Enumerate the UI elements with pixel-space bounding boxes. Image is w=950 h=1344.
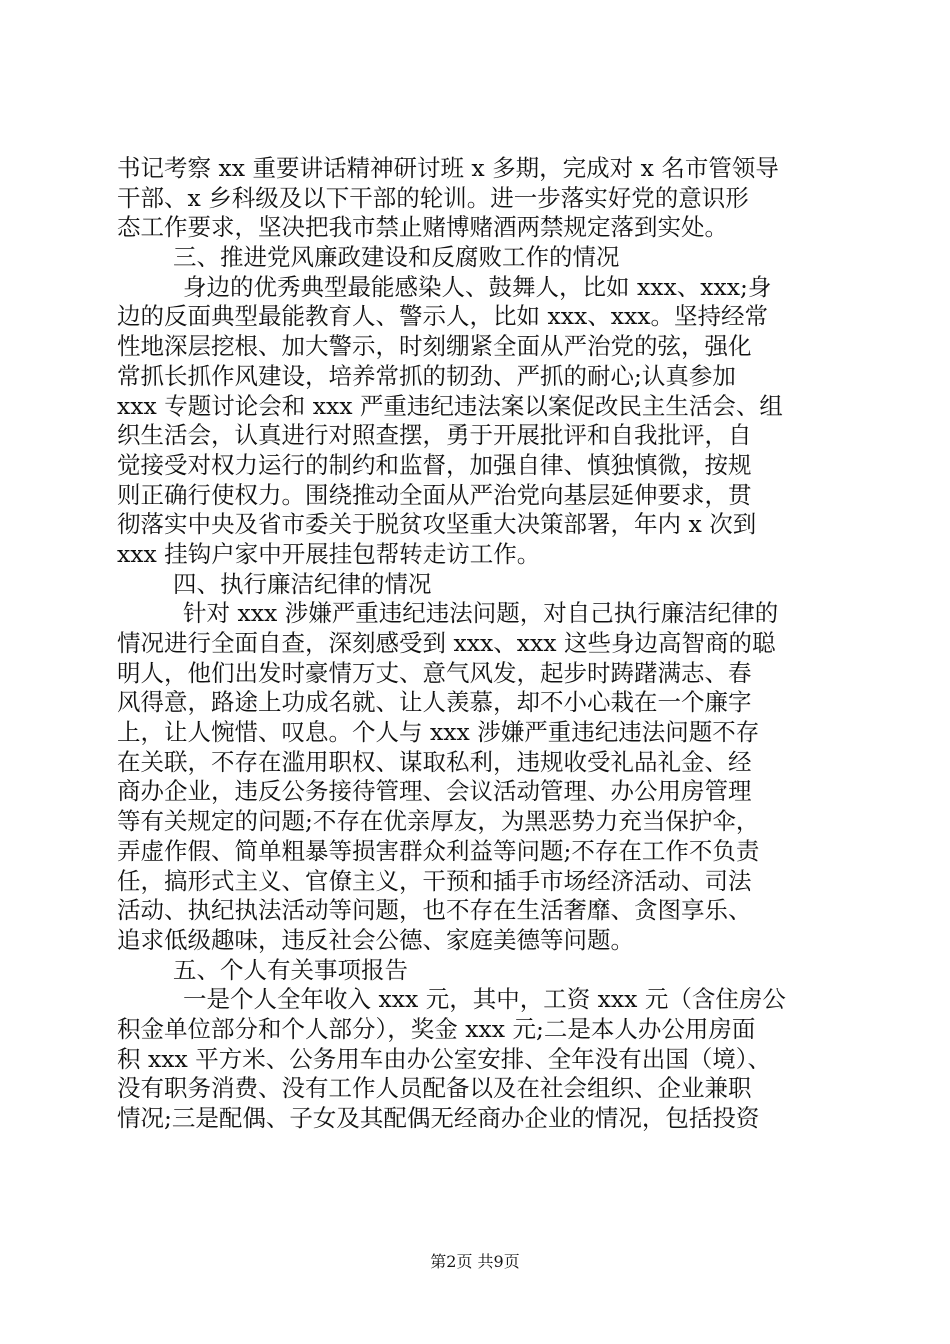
text-line: 追求低级趣味，违反社会公德、家庭美德等问题。: [117, 925, 634, 954]
text-line: 积 xxx 平方米、公务用车由办公室安排、全年没有出国（境）、: [117, 1044, 771, 1073]
text-line: 明人，他们出发时豪情万丈、意气风发，起步时踌躇满志、春: [117, 658, 752, 687]
text-line: 上，让人惋惜、叹息。个人与 xxx 涉嫌严重违纪违法问题不存: [117, 718, 760, 747]
section-heading: 五、个人有关事项报告: [173, 955, 408, 984]
document-body: [117, 154, 837, 1134]
text-line: xxx 挂钩户家中开展挂包帮转走访工作。: [117, 539, 541, 568]
text-line: 在关联，不存在滥用职权、谋取私利，违规收受礼品礼金、经: [117, 747, 752, 776]
text-line: 常抓长抓作风建设，培养常抓的韧劲、严抓的耐心;认真参加: [117, 361, 736, 390]
text-line: 针对 xxx 涉嫌严重违纪违法问题，对自己执行廉洁纪律的: [183, 599, 779, 628]
text-line: 彻落实中央及省市委关于脱贫攻坚重大决策部署，年内 x 次到: [117, 510, 757, 539]
section-heading: 三、推进党风廉政建设和反腐败工作的情况: [173, 243, 620, 272]
section-heading: 四、执行廉洁纪律的情况: [173, 569, 432, 598]
text-line: 等有关规定的问题;不存在优亲厚友，为黑恶势力充当保护伞，: [117, 807, 760, 836]
text-line: 商办企业，违反公务接待管理、会议活动管理、办公用房管理: [117, 777, 752, 806]
text-line: 性地深层挖根、加大警示，时刻绷紧全面从严治党的弦，强化: [117, 332, 752, 361]
text-line: 则正确行使权力。围绕推动全面从严治党向基层延伸要求，贯: [117, 480, 752, 509]
text-line: 没有职务消费、没有工作人员配备以及在社会组织、企业兼职: [117, 1074, 752, 1103]
page-number-footer: 第2页 共9页: [430, 1252, 520, 1271]
text-line: 活动、执纪执法活动等问题，也不存在生活奢靡、贪图享乐、: [117, 896, 752, 925]
text-line: 边的反面典型最能教育人、警示人，比如 xxx、xxx。坚持经常: [117, 302, 768, 331]
text-line: 干部、x 乡科级及以下干部的轮训。进一步落实好党的意识形: [117, 183, 749, 212]
text-line: 积金单位部分和个人部分），奖金 xxx 元;二是本人办公用房面: [117, 1014, 756, 1043]
text-line: 风得意，路途上功成名就、让人羡慕，却不小心栽在一个廉字: [117, 688, 752, 717]
text-line: 一是个人全年收入 xxx 元，其中，工资 xxx 元（含住房公: [183, 985, 786, 1014]
text-line: 书记考察 xx 重要讲话精神研讨班 x 多期，完成对 x 名市管领导: [117, 154, 779, 182]
text-line: 弄虚作假、简单粗暴等损害群众利益等问题;不存在工作不负责: [117, 836, 760, 865]
text-line: 态工作要求，坚决把我市禁止赌博赌酒两禁规定落到实处。: [117, 213, 728, 242]
text-line: 任，搞形式主义、官僚主义，干预和插手市场经济活动、司法: [117, 866, 752, 895]
text-line: 情况进行全面自查，深刻感受到 xxx、xxx 这些身边高智商的聪: [117, 629, 776, 657]
text-line: 织生活会，认真进行对照查摆，勇于开展批评和自我批评，自: [117, 421, 752, 450]
text-line: 身边的优秀典型最能感染人、鼓舞人，比如 xxx、xxx;身: [183, 272, 772, 301]
text-line: xxx 专题讨论会和 xxx 严重违纪违法案以案促改民主生活会、组: [117, 391, 783, 420]
text-line: 情况;三是配偶、子女及其配偶无经商办企业的情况，包括投资: [117, 1104, 760, 1132]
text-line: 觉接受对权力运行的制约和监督，加强自律、慎独慎微，按规: [117, 450, 752, 479]
